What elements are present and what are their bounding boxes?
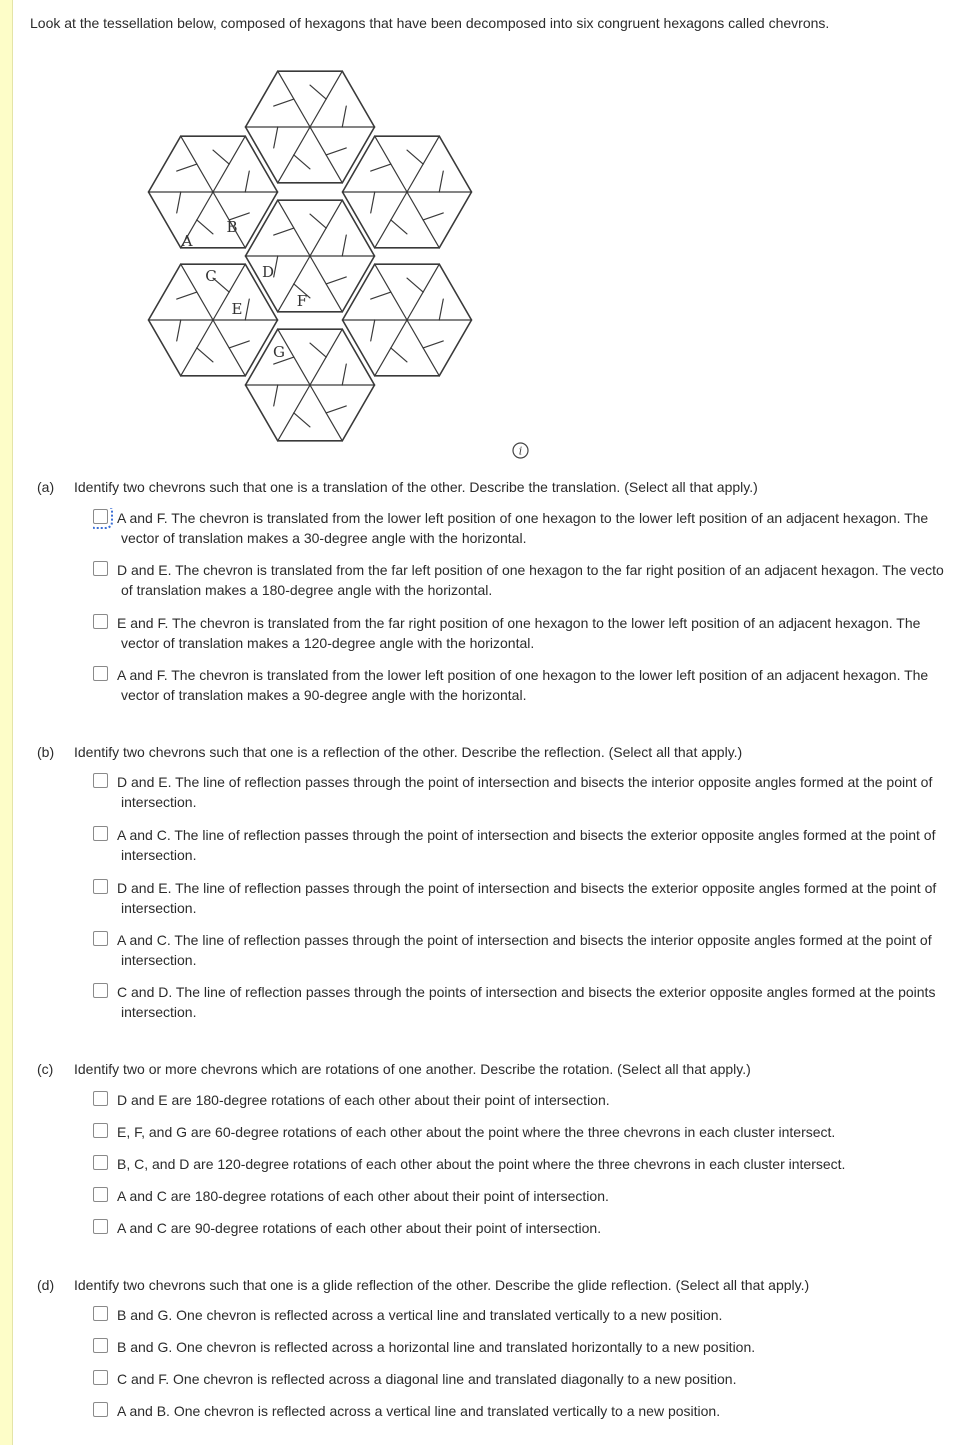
tessellation-line bbox=[391, 164, 407, 192]
tessellation-line bbox=[310, 99, 326, 127]
option-text: A and F. The chevron is translated from the lower left position of one hexagon to the lower left position of an adjacent hexagon. The bbox=[117, 510, 929, 526]
tessellation-line bbox=[177, 292, 197, 299]
tessellation-line bbox=[326, 200, 342, 228]
tessellation-figure bbox=[110, 50, 510, 460]
option-text: D and E. The line of reflection passes through the point of intersection and bisects the exterior opposite angles formed at the point of bbox=[117, 880, 937, 896]
option-text: B, C, and D are 120-degree rotations of each other about the point where the three chevrons in each cluster intersect. bbox=[117, 1156, 846, 1172]
answer-option[interactable] bbox=[93, 1122, 972, 1142]
tessellation-line bbox=[278, 200, 294, 228]
option-text: B and G. One chevron is reflected across a horizontal line and translated horizontally to a new position. bbox=[117, 1339, 756, 1355]
option-text: E, F, and G are 60-degree rotations of each other about the point where the three chevrons in each cluster intersect. bbox=[117, 1124, 836, 1140]
tessellation-line bbox=[343, 320, 375, 376]
tessellation-line bbox=[343, 192, 375, 248]
answer-option[interactable] bbox=[93, 560, 972, 600]
tessellation-line bbox=[407, 292, 423, 320]
option-checkbox[interactable] bbox=[93, 879, 108, 894]
option-text: A and B. One chevron is reflected across a vertical line and translated vertically to a new position. bbox=[117, 1403, 721, 1419]
answer-option[interactable] bbox=[93, 1305, 972, 1325]
tessellation-line bbox=[149, 136, 181, 192]
tessellation-line bbox=[375, 136, 391, 164]
option-checkbox[interactable] bbox=[93, 1123, 108, 1138]
tessellation-line bbox=[342, 200, 374, 256]
option-text: intersection. bbox=[121, 794, 197, 810]
tessellation-line bbox=[371, 292, 391, 299]
left-margin-bar bbox=[0, 0, 13, 1445]
tessellation-line bbox=[342, 235, 346, 256]
tessellation-line bbox=[213, 164, 229, 192]
tessellation-line bbox=[342, 106, 346, 127]
tessellation-line bbox=[278, 284, 294, 312]
tessellation-line bbox=[407, 150, 423, 164]
answer-option[interactable] bbox=[93, 1401, 972, 1421]
answer-option[interactable] bbox=[93, 1218, 972, 1238]
tessellation-line bbox=[197, 348, 213, 362]
tessellation-line bbox=[371, 192, 375, 213]
option-checkbox[interactable] bbox=[93, 1187, 108, 1202]
option-checkbox[interactable] bbox=[93, 931, 108, 946]
answer-option[interactable] bbox=[93, 982, 972, 1022]
tessellation-line bbox=[149, 192, 181, 248]
tessellation-line bbox=[213, 192, 229, 220]
tessellation-line bbox=[343, 264, 375, 320]
tessellation-line bbox=[213, 150, 229, 164]
option-checkbox[interactable] bbox=[93, 614, 108, 629]
tessellation-line bbox=[326, 406, 346, 413]
part-label: (d) bbox=[37, 1277, 55, 1293]
option-text: vector of translation makes a 30-degree angle with the horizontal. bbox=[121, 530, 527, 546]
tessellation-line bbox=[310, 127, 326, 155]
tessellation-line bbox=[181, 348, 197, 376]
tessellation-line bbox=[149, 264, 181, 320]
option-checkbox[interactable] bbox=[93, 1370, 108, 1385]
tessellation-line bbox=[371, 164, 391, 171]
answer-option[interactable] bbox=[93, 665, 972, 705]
tessellation-line bbox=[177, 320, 181, 341]
tessellation-line bbox=[391, 192, 407, 220]
tessellation-line bbox=[294, 155, 310, 169]
tessellation-line bbox=[310, 214, 326, 228]
tessellation-line bbox=[326, 413, 342, 441]
tessellation-line bbox=[310, 85, 326, 99]
tessellation-line bbox=[229, 136, 245, 164]
option-checkbox[interactable] bbox=[93, 1306, 108, 1321]
tessellation-line bbox=[246, 127, 278, 183]
chevron-label: B bbox=[226, 218, 238, 236]
tessellation-line bbox=[246, 71, 278, 127]
tessellation-line bbox=[342, 256, 374, 312]
option-text: D and E. The line of reflection passes through the point of intersection and bisects the interior opposite angles formed at the point of bbox=[117, 774, 933, 790]
option-text: vector of translation makes a 90-degree angle with the horizontal. bbox=[121, 687, 527, 703]
tessellation-line bbox=[177, 164, 197, 171]
option-text: E and F. The chevron is translated from the far right position of one hexagon to the lower left position of an adjacent hexagon. The bbox=[117, 615, 921, 631]
tessellation-line bbox=[375, 348, 391, 376]
tessellation-line bbox=[229, 348, 245, 376]
option-checkbox[interactable] bbox=[93, 1155, 108, 1170]
tessellation-line bbox=[229, 341, 249, 348]
option-text: B and G. One chevron is reflected across a vertical line and translated vertically to a new position. bbox=[117, 1307, 723, 1323]
option-text: A and C. The line of reflection passes through the point of intersection and bisects the interior opposite angles formed at the point of bbox=[117, 932, 932, 948]
answer-option[interactable] bbox=[93, 1337, 972, 1357]
answer-option[interactable] bbox=[93, 825, 972, 865]
tessellation-line bbox=[197, 164, 213, 192]
tessellation-line bbox=[310, 228, 326, 256]
tessellation-line bbox=[310, 256, 326, 284]
option-text: A and F. The chevron is translated from the lower left position of one hexagon to the lower left position of an adjacent hexagon. The bbox=[117, 667, 929, 683]
tessellation-line bbox=[274, 99, 294, 106]
tessellation-line bbox=[407, 320, 423, 348]
tessellation-line bbox=[439, 171, 443, 192]
answer-option[interactable] bbox=[93, 878, 972, 918]
tessellation-line bbox=[423, 213, 443, 220]
option-checkbox[interactable] bbox=[93, 773, 108, 788]
tessellation-line bbox=[326, 284, 342, 312]
tessellation-line bbox=[278, 413, 294, 441]
option-text: intersection. bbox=[121, 1004, 197, 1020]
tessellation-line bbox=[391, 292, 407, 320]
tessellation-line bbox=[149, 320, 181, 376]
tessellation-line bbox=[407, 278, 423, 292]
tessellation-line bbox=[391, 220, 407, 234]
tessellation-line bbox=[197, 192, 213, 220]
tessellation-line bbox=[294, 357, 310, 385]
tessellation-line bbox=[343, 136, 375, 192]
tessellation-line bbox=[423, 264, 439, 292]
tessellation-line bbox=[246, 200, 278, 256]
answer-option[interactable] bbox=[93, 1186, 972, 1206]
answer-option[interactable] bbox=[93, 930, 972, 970]
tessellation-line bbox=[278, 155, 294, 183]
option-text: A and C are 180-degree rotations of each other about their point of intersection. bbox=[117, 1188, 609, 1204]
option-text: D and E are 180-degree rotations of each other about their point of intersection. bbox=[117, 1092, 610, 1108]
tessellation-line bbox=[181, 264, 197, 292]
tessellation-line bbox=[274, 385, 278, 406]
tessellation-line bbox=[294, 413, 310, 427]
intro-text: Look at the tessellation below, composed of hexagons that have been decomposed into six congruent hexagons called chevrons. bbox=[30, 15, 830, 31]
tessellation-line bbox=[181, 136, 197, 164]
chevron-label: G bbox=[273, 343, 285, 361]
tessellation-line bbox=[342, 385, 374, 441]
option-text: C and F. One chevron is reflected across a diagonal line and translated diagonally to a new position. bbox=[117, 1371, 737, 1387]
tessellation-line bbox=[342, 329, 374, 385]
tessellation-line bbox=[326, 71, 342, 99]
tessellation-line bbox=[391, 348, 407, 362]
answer-option[interactable] bbox=[93, 1369, 972, 1389]
tessellation-line bbox=[197, 220, 213, 234]
answer-option[interactable] bbox=[93, 1090, 972, 1110]
question-text: Identify two or more chevrons which are rotations of one another. Describe the rotation. (Select all that apply.) bbox=[74, 1061, 751, 1077]
option-text: intersection. bbox=[121, 952, 197, 968]
tessellation-svg bbox=[110, 50, 510, 460]
tessellation-line bbox=[439, 299, 443, 320]
answer-option[interactable] bbox=[93, 508, 972, 548]
part-label: (b) bbox=[37, 744, 55, 760]
tessellation-line bbox=[439, 320, 471, 376]
tessellation-line bbox=[294, 385, 310, 413]
option-text: A and C. The line of reflection passes through the point of intersection and bisects the exterior opposite angles formed at the point of bbox=[117, 827, 936, 843]
tessellation-line bbox=[213, 320, 229, 348]
option-text: intersection. bbox=[121, 847, 197, 863]
part-label: (a) bbox=[37, 479, 55, 495]
tessellation-line bbox=[407, 164, 423, 192]
option-checkbox[interactable] bbox=[93, 666, 108, 681]
tessellation-line bbox=[371, 320, 375, 341]
tessellation-line bbox=[342, 364, 346, 385]
tessellation-line bbox=[274, 127, 278, 148]
answer-option[interactable] bbox=[93, 1154, 972, 1174]
option-text: intersection. bbox=[121, 900, 197, 916]
tessellation-line bbox=[278, 71, 294, 99]
option-checkbox[interactable] bbox=[93, 826, 108, 841]
tessellation-line bbox=[245, 171, 249, 192]
option-text: vector of translation makes a 120-degree angle with the horizontal. bbox=[121, 635, 535, 651]
tessellation-line bbox=[310, 343, 326, 357]
tessellation-line bbox=[310, 357, 326, 385]
chevron-label: C bbox=[205, 267, 217, 285]
option-checkbox[interactable] bbox=[93, 509, 108, 524]
tessellation-line bbox=[326, 329, 342, 357]
question-text: Identify two chevrons such that one is a glide reflection of the other. Describe the glide reflection. (Select all that apply.) bbox=[74, 1277, 810, 1293]
tessellation-line bbox=[423, 136, 439, 164]
tessellation-line bbox=[439, 264, 471, 320]
tessellation-line bbox=[423, 220, 439, 248]
tessellation-line bbox=[326, 148, 346, 155]
tessellation-line bbox=[423, 348, 439, 376]
tessellation-line bbox=[439, 136, 471, 192]
tessellation-line bbox=[375, 220, 391, 248]
option-text: of translation makes a 180-degree angle with the horizontal. bbox=[121, 582, 493, 598]
tessellation-line bbox=[229, 264, 245, 292]
option-checkbox[interactable] bbox=[93, 983, 108, 998]
tessellation-line bbox=[294, 256, 310, 284]
tessellation-line bbox=[246, 385, 278, 441]
tessellation-line bbox=[245, 136, 277, 192]
option-text: D and E. The chevron is translated from the far left position of one hexagon to the far right position of an adjacent hexagon. The vecto bbox=[117, 562, 944, 578]
tessellation-line bbox=[197, 320, 213, 348]
chevron-label: D bbox=[261, 263, 275, 281]
tessellation-line bbox=[423, 341, 443, 348]
tessellation-line bbox=[197, 292, 213, 320]
answer-option[interactable] bbox=[93, 772, 972, 812]
chevron-label: E bbox=[231, 300, 243, 318]
tessellation-line bbox=[342, 71, 374, 127]
option-checkbox[interactable] bbox=[93, 1219, 108, 1234]
tessellation-line bbox=[407, 192, 423, 220]
info-icon-glyph: i bbox=[518, 444, 523, 458]
option-checkbox[interactable] bbox=[93, 1091, 108, 1106]
tessellation-line bbox=[342, 127, 374, 183]
option-checkbox[interactable] bbox=[93, 1402, 108, 1417]
part-label: (c) bbox=[37, 1061, 54, 1077]
question-text: Identify two chevrons such that one is a reflection of the other. Describe the reflection. (Select all that apply.) bbox=[74, 744, 743, 760]
tessellation-line bbox=[294, 228, 310, 256]
tessellation-line bbox=[177, 192, 181, 213]
option-checkbox[interactable] bbox=[93, 1338, 108, 1353]
question-text: Identify two chevrons such that one is a translation of the other. Describe the translation. (Select all that apply.) bbox=[74, 479, 758, 495]
tessellation-line bbox=[326, 155, 342, 183]
tessellation-line bbox=[439, 192, 471, 248]
answer-option[interactable] bbox=[93, 613, 972, 653]
option-text: A and C are 90-degree rotations of each other about their point of intersection. bbox=[117, 1220, 602, 1236]
chevron-label: A bbox=[181, 232, 193, 250]
tessellation-line bbox=[375, 264, 391, 292]
tessellation-line bbox=[294, 99, 310, 127]
tessellation-line bbox=[245, 192, 277, 248]
option-text: C and D. The line of reflection passes through the points of intersection and bisects the exterior opposite angles formed at the points bbox=[117, 984, 936, 1000]
tessellation-line bbox=[326, 277, 346, 284]
info-icon[interactable] bbox=[512, 442, 529, 459]
tessellation-line bbox=[213, 292, 229, 320]
tessellation-line bbox=[294, 127, 310, 155]
tessellation-line bbox=[274, 256, 278, 277]
chevron-label: F bbox=[296, 292, 308, 310]
option-checkbox[interactable] bbox=[93, 561, 108, 576]
tessellation-line bbox=[310, 385, 326, 413]
tessellation-line bbox=[245, 299, 249, 320]
tessellation-line bbox=[274, 228, 294, 235]
tessellation-line bbox=[391, 320, 407, 348]
